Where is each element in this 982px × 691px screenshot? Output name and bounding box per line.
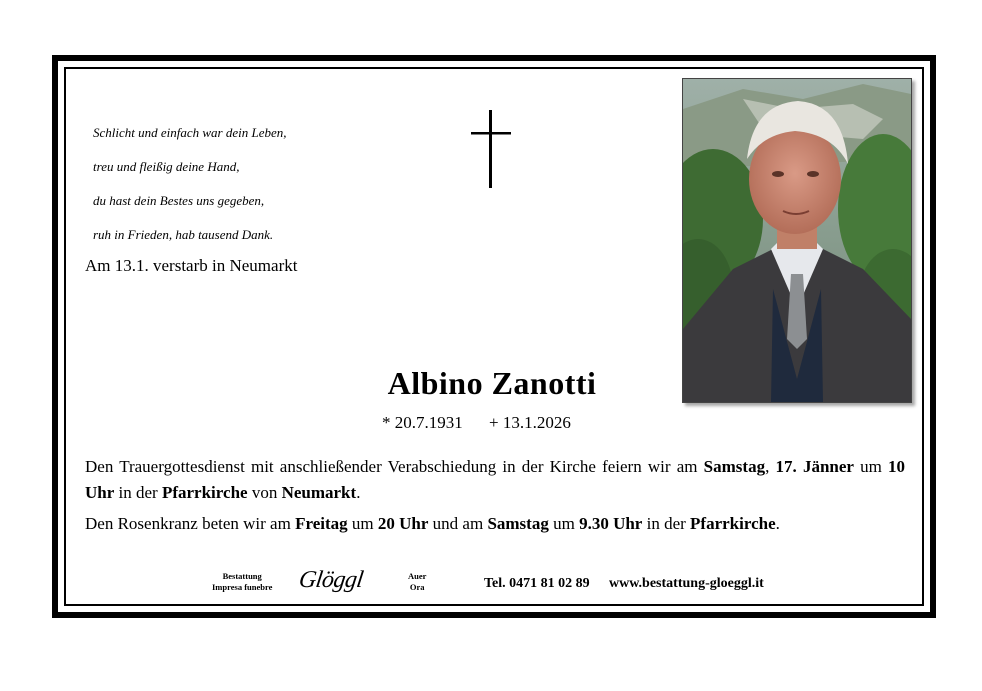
phone-number: Tel. 0471 81 02 89 [484, 576, 590, 591]
text-segment: , [765, 457, 776, 476]
text-segment: und am [428, 514, 488, 533]
text-segment: in der [642, 514, 691, 533]
text-segment: Den Trauergottesdienst mit anschließender Verabschiedung in der Kirche feiern wir am [85, 457, 704, 476]
rosary-text [85, 511, 905, 537]
poem-line: du hast dein Bestes uns gegeben, [93, 193, 265, 208]
text-segment: . [775, 514, 780, 533]
text-segment: von [247, 483, 282, 502]
funeral-home-location [408, 571, 426, 593]
bold-segment: Pfarrkirche [161, 483, 248, 502]
bold-segment: 20 Uhr [377, 514, 429, 533]
portrait-photo [682, 78, 912, 403]
text-segment: um [548, 514, 580, 533]
bold-segment: Neumarkt [281, 483, 357, 502]
text-segment: . [356, 483, 361, 502]
life-dates [382, 413, 593, 433]
obituary-inner-frame [64, 67, 924, 606]
poem-line: Schlicht und einfach war dein Leben, [93, 125, 287, 140]
bold-segment: Freitag [295, 514, 348, 533]
deceased-name: Albino Zanotti [387, 365, 597, 401]
bold-segment: Samstag [487, 514, 549, 533]
death-announcement: Am 13.1. verstarb in Neumarkt [85, 256, 298, 275]
bold-segment: 17. Jänner [775, 457, 854, 476]
birth-date: * 20.7.1931 [382, 413, 463, 432]
text-segment: in der [114, 483, 162, 502]
memorial-poem [93, 107, 287, 260]
death-date: + 13.1.2026 [489, 413, 571, 432]
bold-segment: Pfarrkirche [690, 514, 776, 533]
label-line: Bestattung [222, 571, 262, 581]
location-line: Auer [408, 571, 427, 581]
poem-line: ruh in Frieden, hab tausend Dank. [93, 227, 274, 242]
bold-segment: Samstag [703, 457, 766, 476]
poem-line: treu und fleißig deine Hand, [93, 159, 240, 174]
funeral-home-footer [66, 565, 922, 599]
bold-segment: 9.30 Uhr [579, 514, 643, 533]
text-segment: um [853, 457, 889, 476]
label-line: Impresa funebre [212, 582, 273, 592]
obituary-card [52, 55, 936, 618]
funeral-service-text [85, 454, 905, 506]
bold-segment: 10 Uhr [85, 457, 906, 502]
cross-icon [471, 110, 511, 195]
text-segment: um [347, 514, 378, 533]
funeral-home-logo: Glöggl [297, 567, 365, 593]
location-line: Ora [409, 582, 425, 592]
website-link[interactable]: www.bestattung-gloeggl.it [609, 576, 764, 591]
text-segment: Den Rosenkranz beten wir am [85, 514, 296, 533]
funeral-home-label [212, 571, 272, 593]
